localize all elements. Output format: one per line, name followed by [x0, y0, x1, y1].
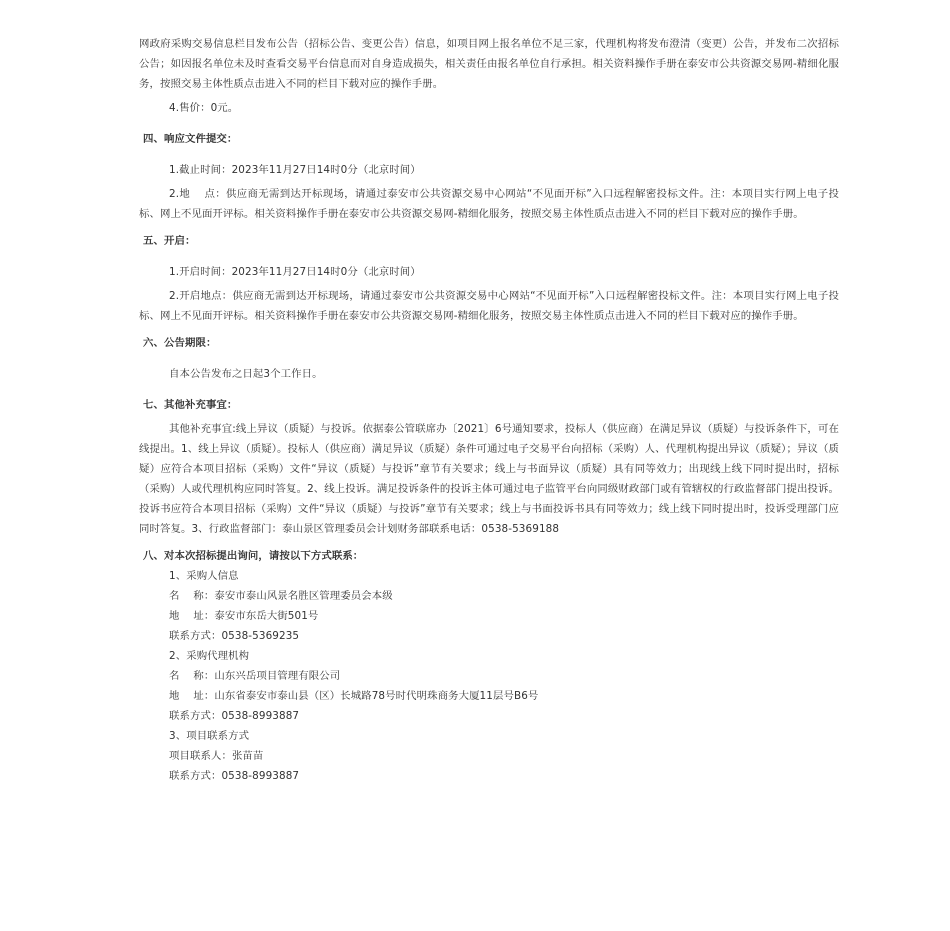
project-contact-phone: 联系方式：0538-8993887	[169, 770, 300, 782]
section5-heading: 五、开启：	[143, 235, 196, 247]
section7-heading: 七、其他补充事宜：	[143, 399, 238, 411]
notice-period: 自本公告发布之日起3个工作日。	[169, 368, 323, 380]
purchaser-name: 名 称：泰安市泰山风景名胜区管理委员会本级	[169, 590, 393, 602]
submission-deadline: 1.截止时间：2023年11月27日14时0分（北京时间）	[169, 164, 421, 176]
purchaser-title: 1、采购人信息	[169, 570, 239, 582]
purchaser-address: 地 址：泰安市东岳大街501号	[169, 610, 319, 622]
submission-place: 2.地 点：供应商无需到达开标现场，请通过泰安市公共资源交易中心网站“不见面开标”入口远程解密投标文件。注：本项目实行网上电子投标、网上不见面开评标。相关资料操作手册在泰安市公共资源交易网-精细化服务，按照交易主体性质点击进入不同的栏目下载对应的操作手册。	[139, 188, 839, 220]
purchaser-phone: 联系方式：0538-5369235	[169, 630, 300, 642]
project-contact-person: 项目联系人：张苗苗	[169, 750, 264, 762]
price-line: 4.售价：0元。	[169, 102, 239, 114]
announcement-document	[139, 34, 839, 786]
section8-heading: 八、对本次招标提出询问，请按以下方式联系：	[143, 550, 364, 562]
opening-place: 2.开启地点：供应商无需到达开标现场，请通过泰安市公共资源交易中心网站“不见面开标”入口远程解密投标文件。注：本项目实行网上电子投标、网上不见面开评标。相关资料操作手册在泰安市公共资源交易网-精细化服务，按照交易主体性质点击进入不同的栏目下载对应的操作手册。	[139, 290, 839, 322]
section4-heading: 四、响应文件提交：	[143, 133, 238, 145]
opening-time: 1.开启时间：2023年11月27日14时0分（北京时间）	[169, 266, 421, 278]
agent-title: 2、采购代理机构	[169, 650, 250, 662]
agent-phone: 联系方式：0538-8993887	[169, 710, 300, 722]
agent-address: 地 址：山东省泰安市泰山县（区）长城路78号时代明珠商务大厦11层号B6号	[169, 690, 539, 702]
project-contact-title: 3、项目联系方式	[169, 730, 250, 742]
agent-name: 名 称：山东兴岳项目管理有限公司	[169, 670, 341, 682]
intro-paragraph: 网政府采购交易信息栏目发布公告（招标公告、变更公告）信息，如项目网上报名单位不足三家，代理机构将发布澄清（变更）公告，并发布二次招标公告；如因报名单位未及时查看交易平台信息而对自身造成损失，相关责任由报名单位自行承担。相关资料操作手册在泰安市公共资源交易网-精细化服务，按照交易主体性质点击进入不同的栏目下载对应的操作手册。	[139, 38, 839, 90]
section6-heading: 六、公告期限：	[143, 337, 217, 349]
supplementary-text: 其他补充事宜:线上异议（质疑）与投诉。依据泰公管联席办〔2021〕6号通知要求，投标人（供应商）在满足异议（质疑）与投诉条件下，可在线提出。1、线上异议（质疑）。投标人（供应商）满足异议（质疑）条件可通过电子交易平台向招标（采购）人、代理机构提出异议（质疑）；异议（质疑）应符合本项目招标（采购）文件“异议（质疑）与投诉”章节有关要求；线上与书面异议（质疑）具有同等效力；出现线上线下同时提出时，招标（采购）人或代理机构应同时答复。2、线上投诉。满足投诉条件的投诉主体可通过电子监管平台向同级财政部门或有管辖权的行政监督部门提出投诉。投诉书应符合本项目招标（采购）文件“异议（质疑）与投诉”章节有关要求；线上与书面投诉书具有同等效力；线上线下同时提出时，投诉受理部门应同时答复。3、行政监督部门：泰山景区管理委员会计划财务部联系电话：0538-5369188	[139, 423, 839, 535]
